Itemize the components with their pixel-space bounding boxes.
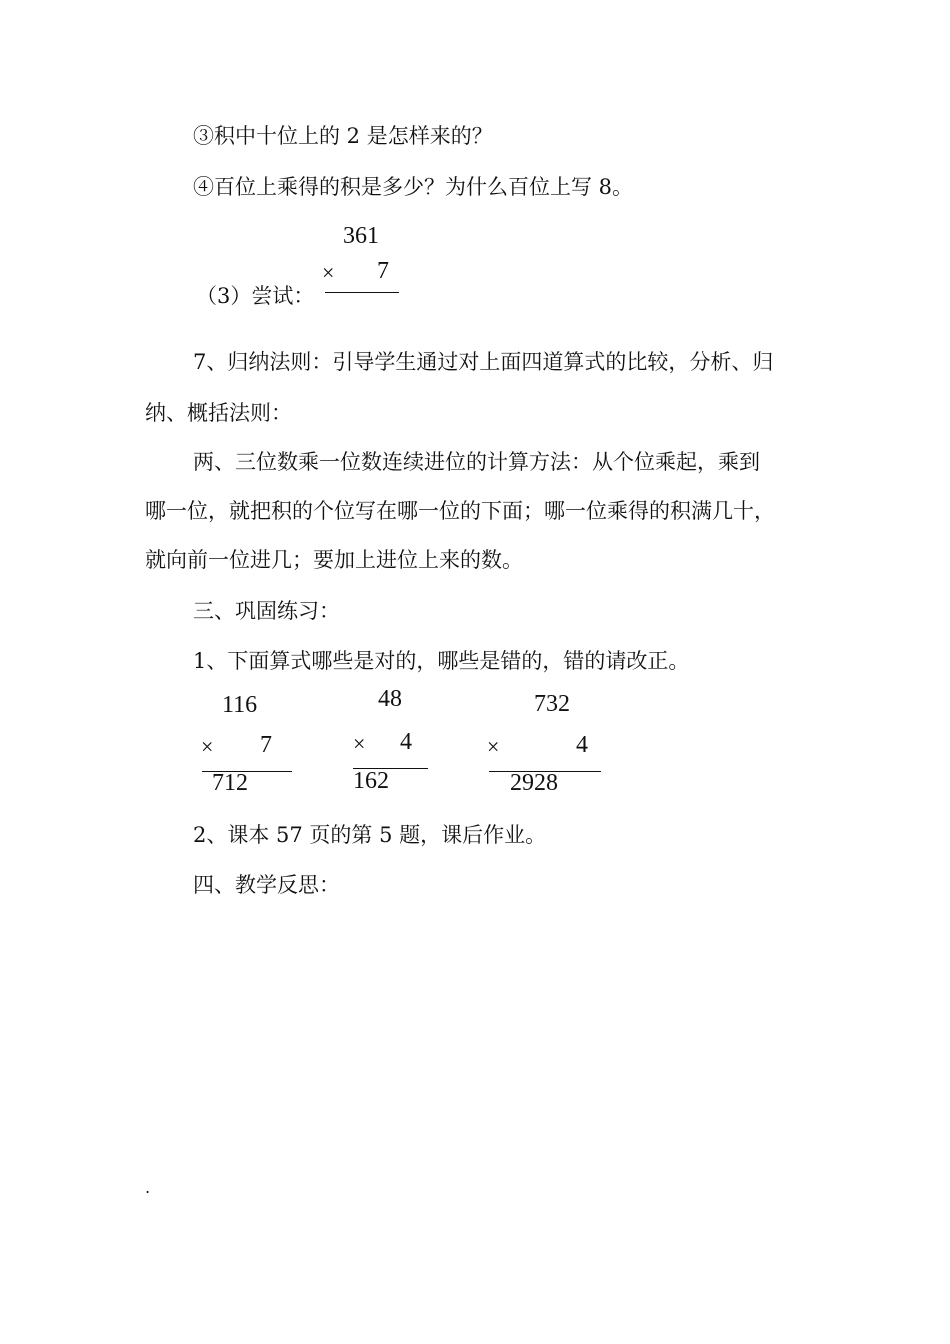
rule-line-2: 哪一位，就把积的个位写在哪一位的下面；哪一位乘得的积满几十， bbox=[145, 499, 775, 523]
try-multiplier: 7 bbox=[377, 258, 389, 284]
calc3-multiplier: 4 bbox=[576, 732, 588, 758]
calc1-multiplier: 7 bbox=[260, 732, 272, 758]
calc2-times-sign: × bbox=[353, 731, 366, 756]
calc3-top-number: 732 bbox=[534, 691, 570, 717]
try-times-sign: × bbox=[322, 260, 335, 285]
exercise-1: 1、下面算式哪些是对的，哪些是错的，错的请改正。 bbox=[193, 649, 690, 673]
calc3-times-sign: × bbox=[487, 734, 500, 759]
calc1-times-sign: × bbox=[201, 734, 214, 759]
question-3: ③积中十位上的 2 是怎样来的？ bbox=[193, 124, 493, 148]
paragraph-7-line-2: 纳、概括法则： bbox=[145, 401, 292, 425]
calc1-result: 712 bbox=[212, 770, 248, 796]
calc2-multiplier: 4 bbox=[400, 729, 412, 755]
calc2-result: 162 bbox=[353, 768, 389, 794]
paragraph-7-line-1: 7、归纳法则：引导学生通过对上面四道算式的比较，分析、归 bbox=[193, 350, 774, 374]
try-rule-line bbox=[325, 292, 399, 293]
footer-dot: . bbox=[145, 1178, 151, 1197]
question-4: ④百位上乘得的积是多少？为什么百位上写 8。 bbox=[193, 175, 634, 199]
section-4-heading: 四、教学反思： bbox=[193, 873, 340, 897]
rule-line-1: 两、三位数乘一位数连续进位的计算方法：从个位乘起，乘到 bbox=[193, 450, 760, 474]
exercise-2: 2、课本 57 页的第 5 题，课后作业。 bbox=[193, 823, 547, 847]
calc2-top-number: 48 bbox=[378, 686, 402, 712]
rule-line-3: 就向前一位进几；要加上进位上来的数。 bbox=[145, 548, 523, 572]
calc3-result: 2928 bbox=[510, 770, 558, 796]
try-top-number: 361 bbox=[343, 223, 379, 249]
calc1-top-number: 116 bbox=[222, 692, 258, 718]
try-label: （3）尝试： bbox=[196, 284, 315, 308]
section-3-heading: 三、巩固练习： bbox=[193, 599, 340, 623]
